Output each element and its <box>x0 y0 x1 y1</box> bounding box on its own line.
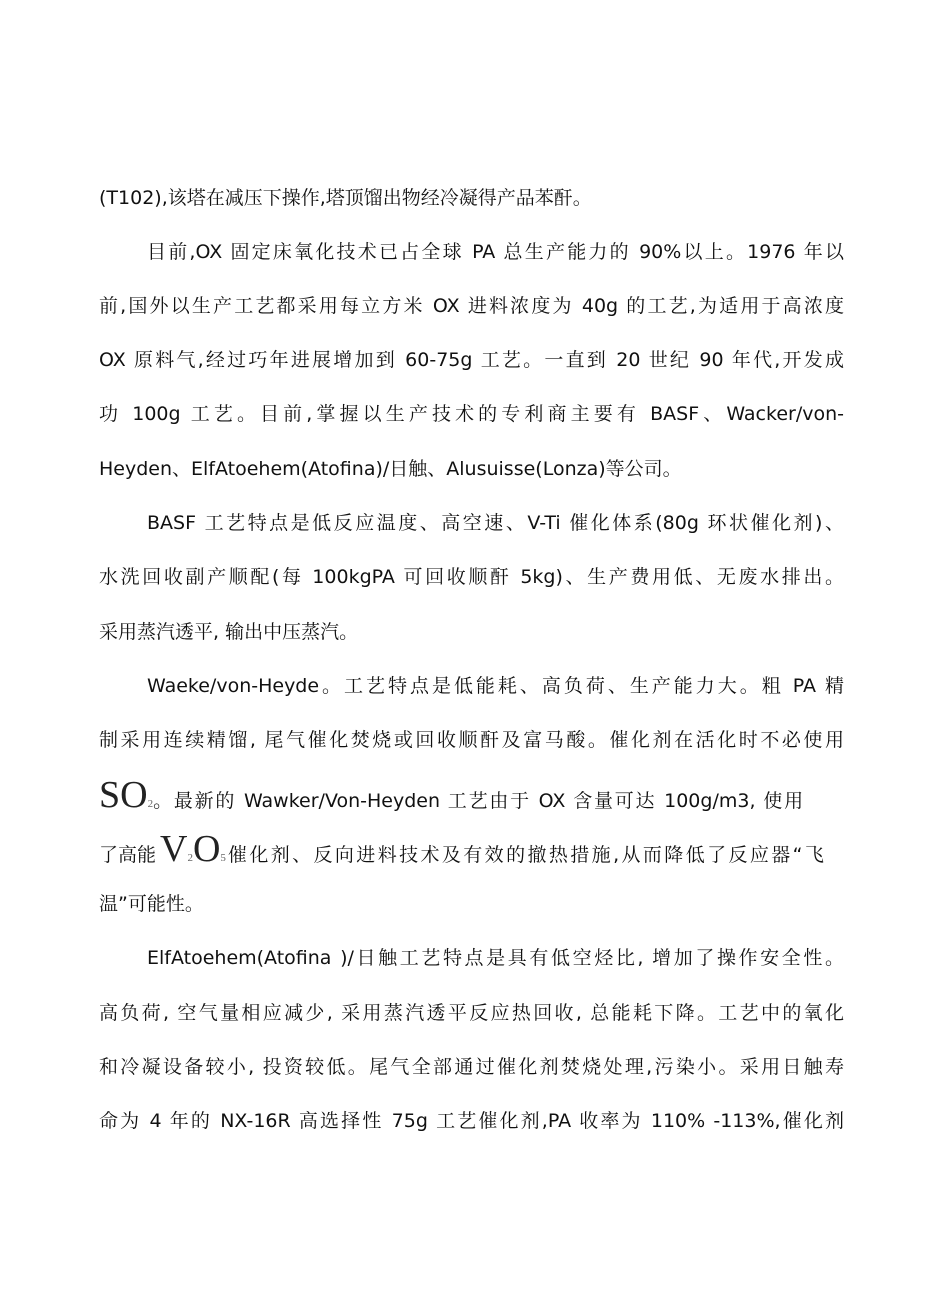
paragraph-first-line: 目前,OX 固定床氧化技术已占全球 PA 总生产能力的 90%以上。1976 年以 <box>147 241 844 263</box>
text-line: Heyden、ElfAtoehem(Atofina)/日触、Alusuisse(Lonza)等公司。 <box>99 458 682 480</box>
text-line: 高负荷, 空气量相应减少, 采用蒸汽透平反应热回收, 总能耗下降。工艺中的氧化 <box>99 1002 844 1024</box>
text-segment: 了高能 <box>99 844 157 866</box>
so2-formula: SO2 <box>99 774 154 816</box>
paragraph-first-line: BASF 工艺特点是低反应温度、高空速、V-Ti 催化体系(80g 环状催化剂)、 <box>147 512 844 534</box>
text-line: 功 100g 工艺。目前,掌握以生产技术的专利商主要有 BASF、Wacker/von- <box>99 403 844 425</box>
text-line: 采用蒸汽透平, 输出中压蒸汽。 <box>99 621 359 643</box>
text-line: 前,国外以生产工艺都采用每立方米 OX 进料浓度为 40g 的工艺,为适用于高浓度 <box>99 295 844 317</box>
text-line: OX 原料气,经过巧年进展增加到 60-75g 工艺。一直到 20 世纪 90 年代,开发成 <box>99 349 844 371</box>
text-line: 水洗回收副产顺配(每 100kgPA 可回收顺酐 5kg)、生产费用低、无废水排出。 <box>99 566 844 588</box>
text-line: 命为 4 年的 NX-16R 高选择性 75g 工艺催化剂,PA 收率为 110% -113%,催化剂 <box>99 1110 844 1132</box>
text-line: 和冷凝设备较小, 投资较低。尾气全部通过催化剂焚烧处理,污染小。采用日触寿 <box>99 1056 844 1078</box>
paragraph-first-line: Waeke/von-Heyde。工艺特点是低能耗、高负荷、生产能力大。粗 PA 精 <box>147 675 844 697</box>
text-segment: 催化剂、反向进料技术及有效的撤热措施,从而降低了反应器“飞 <box>227 844 824 866</box>
paragraph-first-line: ElfAtoehem(Atofina )/日触工艺特点是具有低空烃比, 增加了操作安全性。 <box>147 947 844 969</box>
text-line: (T102),该塔在减压下操作,塔顶馏出物经冷凝得产品苯酐。 <box>99 187 592 209</box>
text-line-with-formula <box>99 828 844 870</box>
text-line: 制采用连续精馏, 尾气催化焚烧或回收顺酐及富马酸。催化剂在活化时不必使用 <box>99 729 844 751</box>
v2o5-formula: V2O5 <box>160 828 226 870</box>
text-segment: 。最新的 Wawker/Von-Heyden 工艺由于 OX 含量可达 100g/m3, 使用 <box>153 790 804 812</box>
text-line-with-formula <box>99 774 844 816</box>
text-line: 温”可能性。 <box>99 893 204 915</box>
